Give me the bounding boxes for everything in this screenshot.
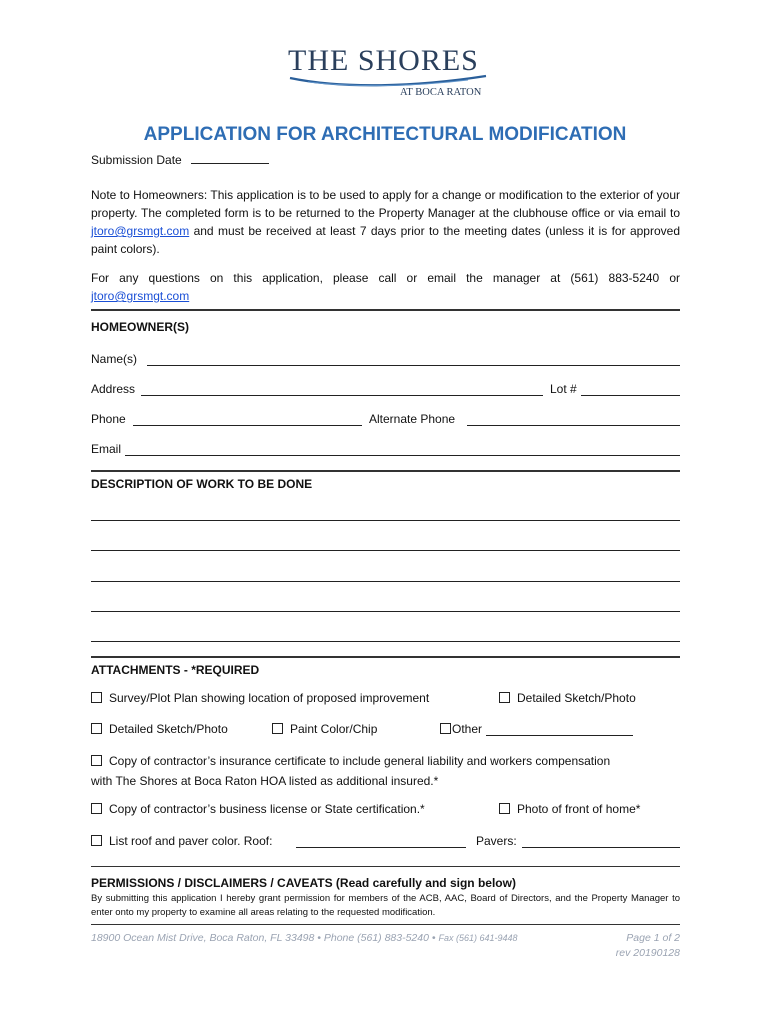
license-label: Copy of contractor’s business license or State certification.* (109, 802, 425, 816)
lot-label: Lot # (550, 382, 577, 396)
page-title: APPLICATION FOR ARCHITECTURAL MODIFICATION (143, 124, 627, 145)
pavers-field[interactable] (522, 847, 680, 848)
divider (91, 924, 680, 925)
divider (91, 470, 680, 472)
note-text-1: Note to Homeowners: This application is to be used to apply for a change or modification to the exterior of your property. The completed form is to be returned to the Property Manager at the clubhouse office or via email to (91, 188, 680, 220)
footer-fax: Fax (561) 641-9448 (438, 933, 518, 943)
shores-logo (288, 44, 488, 104)
footer-address (91, 932, 518, 944)
description-line[interactable] (91, 641, 680, 642)
name-label: Name(s) (91, 352, 138, 366)
questions-text: For any questions on this application, please call or email the manager at (561) 883-5240 or (91, 271, 680, 285)
email-label: Email (91, 442, 122, 456)
insurance-label-1: Copy of contractor’s insurance certificate to include general liability and workers compensation (109, 754, 611, 768)
alternate-phone-field[interactable] (467, 425, 680, 426)
checkbox[interactable] (440, 723, 451, 734)
other-label: Other (452, 722, 483, 736)
checkbox[interactable] (91, 835, 102, 846)
divider (91, 866, 680, 867)
insurance-checkbox-row[interactable] (91, 754, 610, 768)
footer-address-text: 18900 Ocean Mist Drive, Boca Raton, FL 33498 • Phone (561) 883-5240 • (91, 932, 439, 944)
questions-email-link[interactable]: jtoro@grsmgt.com (91, 289, 190, 303)
homeowners-heading: HOMEOWNER(S) (91, 320, 189, 334)
note-email-link[interactable]: jtoro@grsmgt.com (91, 224, 190, 238)
submission-date-field[interactable] (191, 152, 269, 164)
note-text-2: and must be received at least 7 days prior to the meeting dates (unless it is for approved paint colors). (91, 224, 680, 256)
footer-rev: rev 20190128 (615, 947, 680, 959)
logo-subtitle: AT BOCA RATON (400, 87, 482, 98)
phone-label: Phone (91, 412, 126, 426)
name-field[interactable] (147, 365, 680, 366)
address-label: Address (91, 382, 136, 396)
questions-paragraph (91, 269, 680, 305)
checkbox[interactable] (272, 723, 283, 734)
divider (91, 656, 680, 658)
divider (91, 309, 680, 311)
pavers-label: Pavers: (476, 834, 517, 848)
phone-field[interactable] (133, 425, 362, 426)
detailed-sketch-checkbox-row[interactable] (499, 691, 636, 705)
permissions-heading: PERMISSIONS / DISCLAIMERS / CAVEATS (Read carefully and sign below) (91, 876, 516, 890)
insurance-label-2: with The Shores at Boca Raton HOA listed as additional insured.* (91, 774, 439, 788)
other-field[interactable] (486, 735, 633, 736)
checkbox[interactable] (91, 692, 102, 703)
license-checkbox-row[interactable] (91, 802, 425, 816)
detailed-sketch-label: Detailed Sketch/Photo (109, 722, 228, 736)
detailed-sketch-label: Detailed Sketch/Photo (517, 691, 636, 705)
note-paragraph (91, 186, 680, 258)
paint-label: Paint Color/Chip (290, 722, 378, 736)
checkbox[interactable] (499, 692, 510, 703)
alternate-phone-label: Alternate Phone (369, 412, 456, 426)
roof-label: List roof and paver color. Roof: (109, 834, 273, 848)
detailed-sketch-checkbox-row-2[interactable] (91, 722, 228, 736)
footer-page: Page 1 of 2 (626, 932, 680, 944)
checkbox[interactable] (91, 755, 102, 766)
survey-label: Survey/Plot Plan showing location of proposed improvement (109, 691, 430, 705)
email-field[interactable] (125, 455, 680, 456)
roof-field[interactable] (296, 847, 466, 848)
checkbox[interactable] (499, 803, 510, 814)
roof-checkbox-row[interactable] (91, 834, 272, 848)
checkbox[interactable] (91, 803, 102, 814)
address-field[interactable] (141, 395, 543, 396)
description-line[interactable] (91, 550, 680, 551)
lot-field[interactable] (581, 395, 680, 396)
description-heading: DESCRIPTION OF WORK TO BE DONE (91, 477, 313, 491)
description-line[interactable] (91, 611, 680, 612)
attachments-heading: ATTACHMENTS - *REQUIRED (91, 663, 260, 677)
description-line[interactable] (91, 520, 680, 521)
paint-checkbox-row[interactable] (272, 722, 377, 736)
survey-checkbox-row[interactable] (91, 691, 429, 705)
checkbox[interactable] (91, 723, 102, 734)
photo-front-checkbox-row[interactable] (499, 802, 640, 816)
submission-date-row (91, 152, 269, 167)
wave-icon (288, 74, 488, 88)
logo-title: THE SHORES (288, 44, 479, 77)
photo-front-label: Photo of front of home* (517, 802, 641, 816)
other-checkbox-row[interactable] (440, 722, 482, 736)
description-line[interactable] (91, 581, 680, 582)
submission-date-label: Submission Date (91, 153, 182, 167)
permissions-text: By submitting this application I hereby grant permission for members of the ACB, AAC, Board of Directors, and the Property Manager to enter onto my property to examine all areas relating to the requested modification. (91, 893, 680, 918)
